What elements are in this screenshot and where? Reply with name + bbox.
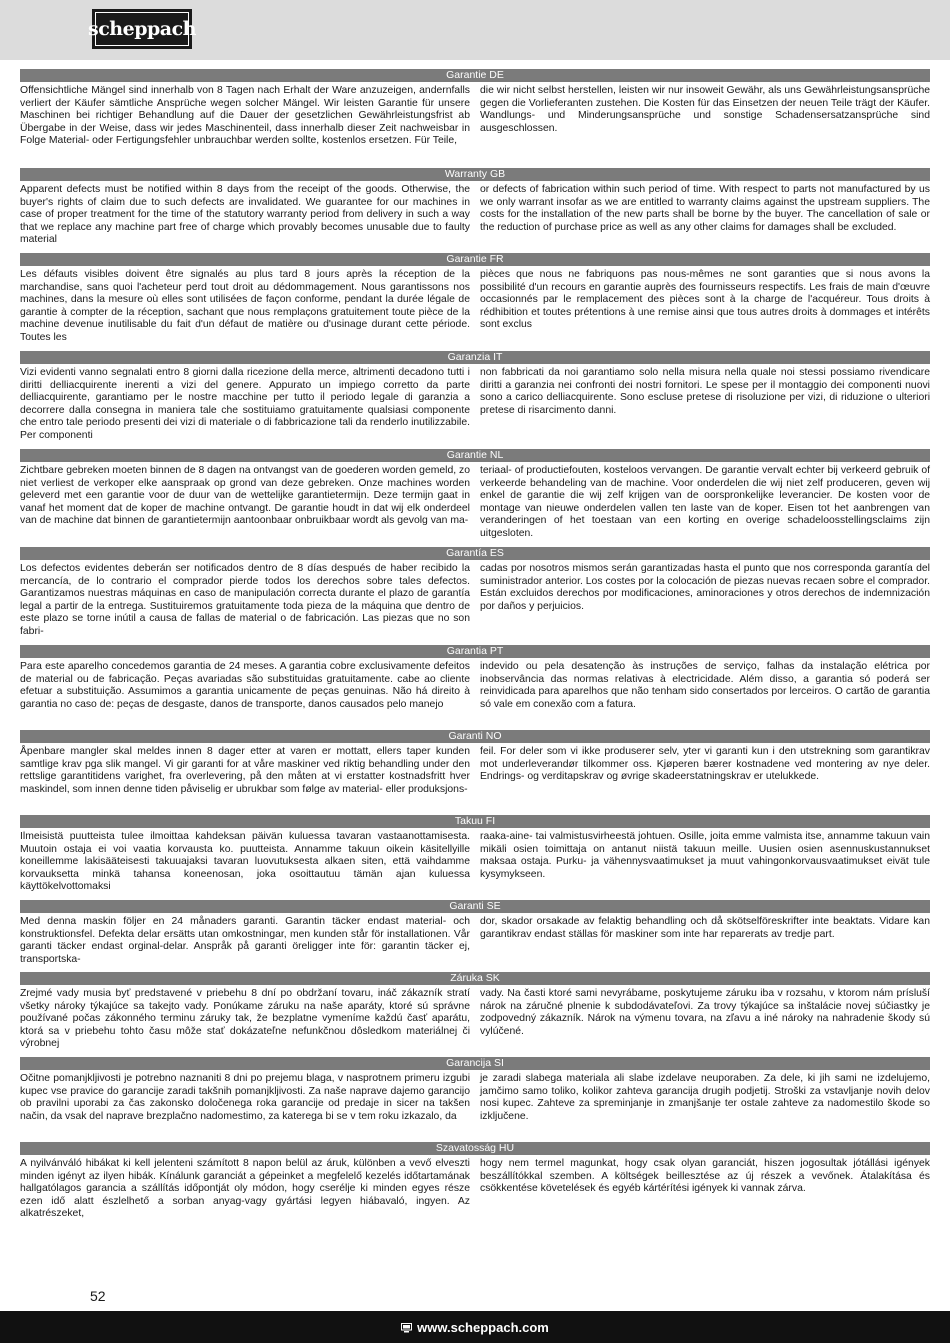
section-text-right: indevido ou pela desatenção às instruções de serviço, falhas da instalação elétrica por inobservância das normas relativas à electricidade. Além disso, a garantia só poderá ser reinvidicada para aparelhos que não tenham sido consertados por lerceiros. O cartão de garantia só vale em conexão com a fatura. (480, 661, 930, 710)
section-text-left: Vizi evidenti vanno segnalati entro 8 giorni dalla ricezione della merce, altrimenti decadono tutti i diritti delliacquirente inerenti a vizi del genere. Appurato un impiego corretto da parte delliacquirente, garantiamo per le nostre macchine per tutto il periodo legale di garanzia a decorrere dalla consegna in maniera tale che sostituiamo gratuitamente qualsiasi componente che entro tale periodo presenti dei vizi di materiale o di fabbricazione tali da renderlo inutilizzabile. Per componenti (20, 367, 470, 441)
footer-bar (0, 1311, 950, 1343)
section-text-left: Offensichtliche Mängel sind innerhalb von 8 Tagen nach Erhalt der Ware anzuzeigen, andernfalls verliert der Käufer sämtliche Ansprüche wegen solcher Mängel. Wir leisten Garantie für unsere Maschinen bei richtiger Behandlung auf die Dauer der gesetzlichen Gewährleistungsfrist ab Übergabe in der Weise, dass wir jedes Maschinenteil, dass innerhalb dieser Zeit nachweisbar in Folge Material- oder Fertigungsfehler unbrauchbar werden sollte, kostenlos ersetzen. Für Teile, (20, 85, 470, 147)
section-text-left: Les défauts visibles doivent être signalés au plus tard 8 jours après la réception de la marchandise, sans quoi l'acheteur perd tout droit au dédommagement. Nous garantissons nos machines, dans la mesure où elles sont utilisées de façon conforme, pendant la durée légale de garantie à compter de la réception, sachant que nous remplaçons gratuitement toute pièce de la machine devenue inutilisable du fait d'un défaut de matière ou d'usinage durant cette période. Toutes les (20, 269, 470, 343)
page-number: 52 (90, 1288, 106, 1304)
section-text-left: Zrejmé vady musia byť predstavené v priebehu 8 dní po obdržaní tovaru, ináč zákazník stratí všetky nároky týkajúce sa takejto vady. Ponúkame záruku na naše aparáty, ktoré sú správne používané počas zákonného terminu záruky tak, že bezplatne vymeníme každú časť aparátu, ktorá sa v priebehu tohto času môže stať dokázateľne nefunkčnou dôsledkom materiálnej či výrobnej (20, 988, 470, 1050)
section-garantia-es (20, 547, 930, 645)
section-title: Garantie NL (20, 449, 930, 462)
section-text-left: Los defectos evidentes deberán ser notificados dentro de 8 días después de haber recibido la mercancía, de lo contrario el comprador pierde todos los derechos sobre tales defectos. Garantizamos nuestras máquinas en caso de manipulación correcta durante el plazo de garantía legal a partir de la entrega. Sustituiremos gratuitamente toda pieza de la máquina que dentro de este plazo se torne inútil a causa de fallas de material o de fabricación. Las piezas que no son fabri- (20, 563, 470, 637)
logo-text: scheppach (88, 18, 196, 40)
section-text-right: teriaal- of productiefouten, kosteloos vervangen. De garantie vervalt echter bij verkeerd gebruik of verkeerde behandeling van de machine. Voor onderdelen die wij niet zelf produceren, geven wij enkel de garantie die wij zelf krijgen van de oorspronkelijke leverancier. De kosten voor de montage van nieuwe onderdelen vallen ten laste van de koper. Eisen tot het aanbrengen van veranderingen of het toestaan van een korting en overige schadeloosstellingsclaims zijn uitgesloten. (480, 465, 930, 539)
section-garantie-de (20, 69, 930, 168)
section-text-right: vady. Na časti ktoré sami nevyrábame, poskytujeme záruku iba v rozsahu, v ktorom nám prísluší nárok na záručné plnenie k subdodávateľovi. Za trovy týkajúce sa inštalácie novej súčiastky je zodpovedný zákazník. Nárok na výmenu tovara, na zľavu a iné nároky na nahradenie škody sú vylúčené. (480, 988, 930, 1037)
section-warranty-gb (20, 168, 930, 253)
section-title: Takuu FI (20, 815, 930, 828)
section-garantie-fr (20, 253, 930, 351)
section-title: Garancija SI (20, 1057, 930, 1070)
section-text-right: raaka-aine- tai valmistusvirheestä johtuen. Osille, joita emme valmista itse, annamme takuun vain mikäli osien toimittaja on antanut niistä takuun meille. Uusien osien asennuskustannukset maksaa ostaja. Purku- ja vähennysvaatimukset ja muut vahingonkorvausvaatimukset eivät tule kysymykseen. (480, 831, 930, 880)
section-title: Garanzia IT (20, 351, 930, 364)
section-title: Garantie DE (20, 69, 930, 82)
section-title: Garanti SE (20, 900, 930, 913)
section-text-left: Åpenbare mangler skal meldes innen 8 dager etter at varen er mottatt, ellers taper kunden samtlige krav pga slik mangel. Vi gir garanti for at våre maskiner ved riktig behandling under den rettslige garantitidens varighet, fra overlevering, på den måten at vi erstatter kostnadsfritt hver maskindel, som innen denne tiden påviselig er ubrukbar som følge av material- eller produksjons- (20, 746, 470, 795)
section-title: Záruka SK (20, 972, 930, 985)
section-text-left: Para este aparelho concedemos garantia de 24 meses. A garantia cobre exclusivamente defeitos de material ou de fabricação. Peças avariadas são substituidas gratuitamente. cabe ao cliente efetuar a substituição. Assumimos a garantia unicamente de peças genuinas. Não há direito à garantia no caso de: peças de desgaste, danos de transporte, danos causados pelo manejo (20, 661, 470, 710)
section-title: Warranty GB (20, 168, 930, 181)
section-text-left: Zichtbare gebreken moeten binnen de 8 dagen na ontvangst van de goederen worden gemeld, zo niet verliest de verkoper elke aanspraak op grond van deze gebreken. Onze machines worden geleverd met een garantie voor de duur van de wettelijke garantietermijn. Deze termijn gaat in vanaf het moment dat de koper de machine ontvangt. De garantie houdt in dat wij elk onderdeel van de machine dat binnen de garantietermijn aantoonbaar onbruikbaar wordt als gevolg van ma- (20, 465, 471, 527)
section-garanti-no (20, 730, 930, 815)
section-text-right: die wir nicht selbst herstellen, leisten wir nur insoweit Gewähr, als uns Gewährleistungsansprüche gegen die Vorlieferanten zustehen. Die Kosten für das Einsetzen der neuen Teile trägt der Käufer. Wandlungs- und Minderungsansprüche und sonstige Schadensersatzansprüche sind ausgeschlossen. (480, 85, 930, 134)
section-text-left: Očitne pomanjkljivosti je potrebno naznaniti 8 dni po prejemu blaga, v nasprotnem primeru izgubi kupec vse pravice do garancije zaradi takšnih pomanjkljivosti. Za naše naprave dajemo garancijo ob pravilni uporabi za čas zakonsko določenega roka garancije od predaje in sicer na takšen način, da vsak del naprave brezplačno nadomestimo, za katerega bi se v tem roku izkazalo, da (20, 1073, 470, 1122)
section-szavatossag-hu (20, 1142, 930, 1227)
section-text-left: Ilmeisistä puutteista tulee ilmoittaa kahdeksan päivän kuluessa tavaran vastaanottamisesta. Muutoin ostaja ei voi vaatia korvausta ko. puutteista. Annamme takuun oikein käsitellyille koneillemme lakisääteisesti takuuajaksi tavaran luovutuksesta alkaen siten, että vaihdamme korvauksetta minkä tahansa koneenosan, joka osoittautuu tämän ajan kuluessa käyttökelvottomaksi (20, 831, 470, 893)
section-text-right: hogy nem termel magunkat, hogy csak olyan garanciát, hiszen jogosultak jótállási igények beszállítókkal szemben. A költségek beillesztése az új részek a vevőnek. Átalakítása és csökkentése követelések és egyéb kártérítési igények ki vannak zárva. (480, 1158, 930, 1195)
section-text-right: je zaradi slabega materiala ali slabe izdelave neuporaben. Za dele, ki jih sami ne izdelujemo, jamčimo samo toliko, kolikor zahteva garancija drugih podjetij. Stroški za vstavljanje novih delov nosi kupec. Zahteve za spreminjanje in zmanjšanje ter ostale zahteve za nadomestilo škode so izključene. (480, 1073, 930, 1122)
section-title: Garantie FR (20, 253, 930, 266)
warranty-content (20, 69, 930, 1227)
section-title: Garantía ES (20, 547, 930, 560)
section-garanti-se (20, 900, 930, 972)
section-text-right: pièces que nous ne fabriquons pas nous-mêmes ne sont garanties que si nous avons la possibilité d'un recours en garantie auprès des fournisseurs respectifs. Les frais de main d'œuvre occasionnés par le remplacement des pièces sont à la charge de l'acquéreur. Tous droits à rédhibition et toutes prétentions à une remise ainsi que tous autres droits à dommages et intérêts sont exclus (480, 269, 930, 331)
section-text-left: A nyilvánváló hibákat ki kell jelenteni számított 8 napon belül az áruk, különben a vevő elveszti minden igényt az ilyen hibák. Kínálunk garanciát a gépeinket a megfelelő kezelés időtartamának hallgatólagos garancia a szállítás időpontját oly módon, hogy cserélje ki minden egyes része ezen idő alatt észlelhető a sorban anyag-vagy gyártási legyen hiábavaló, ingyen. Az alkatrészeket, (20, 1158, 470, 1220)
website-link[interactable]: www.scheppach.com (417, 1319, 549, 1335)
section-title: Garantia PT (20, 645, 930, 658)
section-takuu-fi (20, 815, 930, 900)
section-garantia-pt (20, 645, 930, 730)
section-text-left: Med denna maskin följer en 24 månaders garanti. Garantin täcker endast material- och konstruktionsfel. Defekta delar ersätts utan omkostningar, men kunden står för installationen. Vår garanti täcker endast orginal-delar. Anspråk på garanti öreligger inte för: garantin täcker ej, transportska- (20, 916, 470, 965)
scheppach-logo (88, 9, 196, 49)
section-garancija-si (20, 1057, 930, 1142)
section-garantie-nl (20, 449, 930, 547)
section-text-right: feil. For deler som vi ikke produserer selv, yter vi garanti kun i den utstrekning som garantikrav mot underleverandør tilkommer oss. Kjøperen bærer kostnadene ved montering av nye deler. Endrings- og verditapskrav og øvrige skadeerstatningskrav er utelukkede. (480, 746, 930, 783)
monitor-icon (401, 1323, 412, 1332)
section-text-right: non fabbricati da noi garantiamo solo nella misura nella quale noi stessi possiamo rivendicare diritti a garanzia nei confronti dei nostri fornitori. Le spese per il montaggio dei componenti nuovi sono a carico delliacquirente. Sono escluse pretese di risoluzione per vizi, di riduzione o ulteriori pretese di risarcimento danni. (480, 367, 930, 416)
section-text-right: cadas por nosotros mismos serán garantizadas hasta el punto que nos corresponda garantía del suministrador anterior. Los costes por la colocación de piezas nuevas recaen sobre el comprador. Están excluidos derechos por modificaciones, aminoraciones y otros derechos de indemnización por daños y perjuicios. (480, 563, 930, 612)
top-bar (0, 0, 950, 60)
section-text-right: or defects of fabrication within such period of time. With respect to parts not manufactured by us we only warrant insofar as we are entitled to warranty claims against the upstream suppliers. The costs for the installation of the new parts shall be borne by the buyer. The cancellation of sale or the reduction of purchase price as well as any other claims for damages shall be excluded. (480, 184, 930, 233)
section-zaruka-sk (20, 972, 930, 1057)
section-text-right: dor, skador orsakade av felaktig behandling och då skötselföreskrifter inte beaktats. Vidare kan garantikrav endast ställas för maskiner som inte har reparerats av tredje part. (480, 916, 930, 940)
section-title: Garanti NO (20, 730, 930, 743)
section-text-left: Apparent defects must be notified within 8 days from the receipt of the goods. Otherwise, the buyer's rights of claim due to such defects are invalidated. We guarantee for our machines in case of proper treatment for the time of the statutory warranty period from delivery in such a way that we replace any machine part free of charge which provably becomes unusable due to faulty material (20, 184, 470, 246)
section-garanzia-it (20, 351, 930, 449)
section-title: Szavatosság HU (20, 1142, 930, 1155)
